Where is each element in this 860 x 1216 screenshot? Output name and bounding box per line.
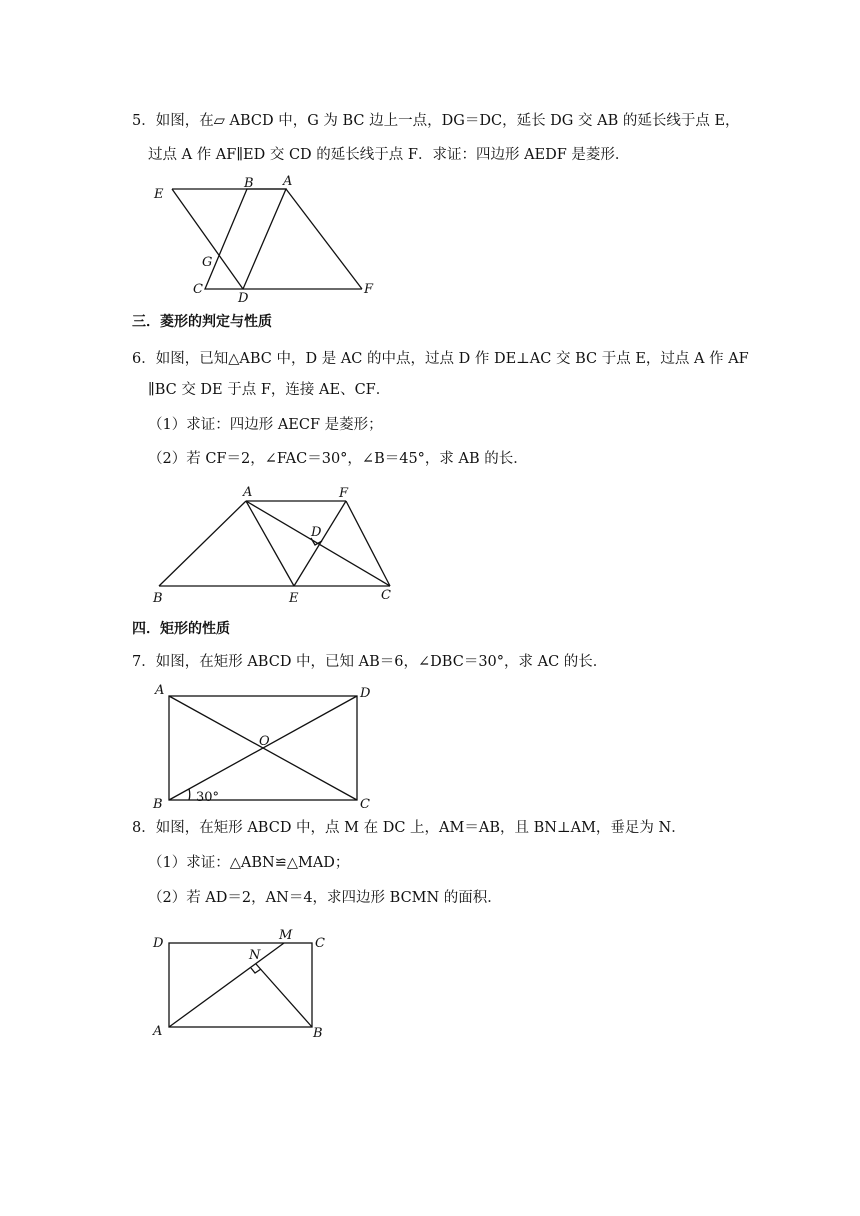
problem6-figure [145,482,405,607]
rectangle-abcd [169,943,312,1027]
problem6-part1: （1）求证：四边形 AECF 是菱形； [148,417,383,433]
label-a: A [155,683,165,698]
problem8-figure [145,925,345,1045]
problem6-part2: （2）若 CF＝2，∠FAC＝30°，∠B＝45°，求 AB 的长． [148,451,528,467]
label-c: C [315,936,325,951]
label-c: C [193,282,203,297]
problem6-line1: 6．如图，已知△ABC 中，D 是 AC 的中点，过点 D 作 DE⊥AC 交 BC 于点 E，过点 A 作 AF [132,351,749,367]
label-c: C [381,588,391,603]
label-d: D [238,291,249,306]
label-m: M [279,928,293,943]
parallelogram-abcd [205,189,286,289]
problem5-line1: 5．如图，在▱ ABCD 中，G 为 BC 边上一点，DG＝DC，延长 DG 交 AB 的延长线于点 E， [132,113,740,129]
label-n: N [249,948,261,963]
label-o: O [259,734,270,749]
segment-ab [159,501,246,586]
label-a: A [153,1024,163,1039]
problem7-figure [145,680,385,810]
label-b: B [153,591,163,606]
segment-af [286,189,362,289]
label-a: A [243,485,253,500]
label-a: A [283,174,293,189]
problem6-line2: ∥BC 交 DE 于点 F，连接 AE、CF． [148,382,391,398]
segment-am [169,943,284,1027]
label-d: D [311,525,322,540]
angle-label: 30° [196,790,220,805]
label-f: F [364,282,374,297]
problem5-line2: 过点 A 作 AF∥ED 交 CD 的延长线于点 F．求证：四边形 AEDF 是菱形． [148,147,630,163]
label-b: B [153,797,163,812]
label-d: D [360,686,371,701]
label-d: D [153,936,164,951]
section-4-title: 四．矩形的性质 [132,621,230,637]
problem7-line1: 7．如图，在矩形 ABCD 中，已知 AB＝6，∠DBC＝30°，求 AC 的长． [132,654,608,670]
angle-arc [189,789,190,800]
segment-ae [246,501,294,586]
label-e: E [154,187,164,202]
label-f: F [339,486,349,501]
problem8-part2: （2）若 AD＝2，AN＝4，求四边形 BCMN 的面积． [148,890,502,906]
section-3-title: 三．菱形的判定与性质 [132,314,272,330]
segment-bn [256,964,312,1027]
label-g: G [202,255,213,270]
segment-ed [172,189,243,289]
problem5-figure [140,172,390,307]
label-b: B [313,1026,323,1041]
problem8-line1: 8．如图，在矩形 ABCD 中，点 M 在 DC 上，AM＝AB，且 BN⊥AM，垂足为 N． [132,820,686,836]
segment-fe [294,501,346,586]
problem8-part1: （1）求证：△ABN≌△MAD； [148,855,350,871]
label-b: B [244,176,254,191]
label-e: E [289,591,299,606]
label-c: C [360,797,370,812]
